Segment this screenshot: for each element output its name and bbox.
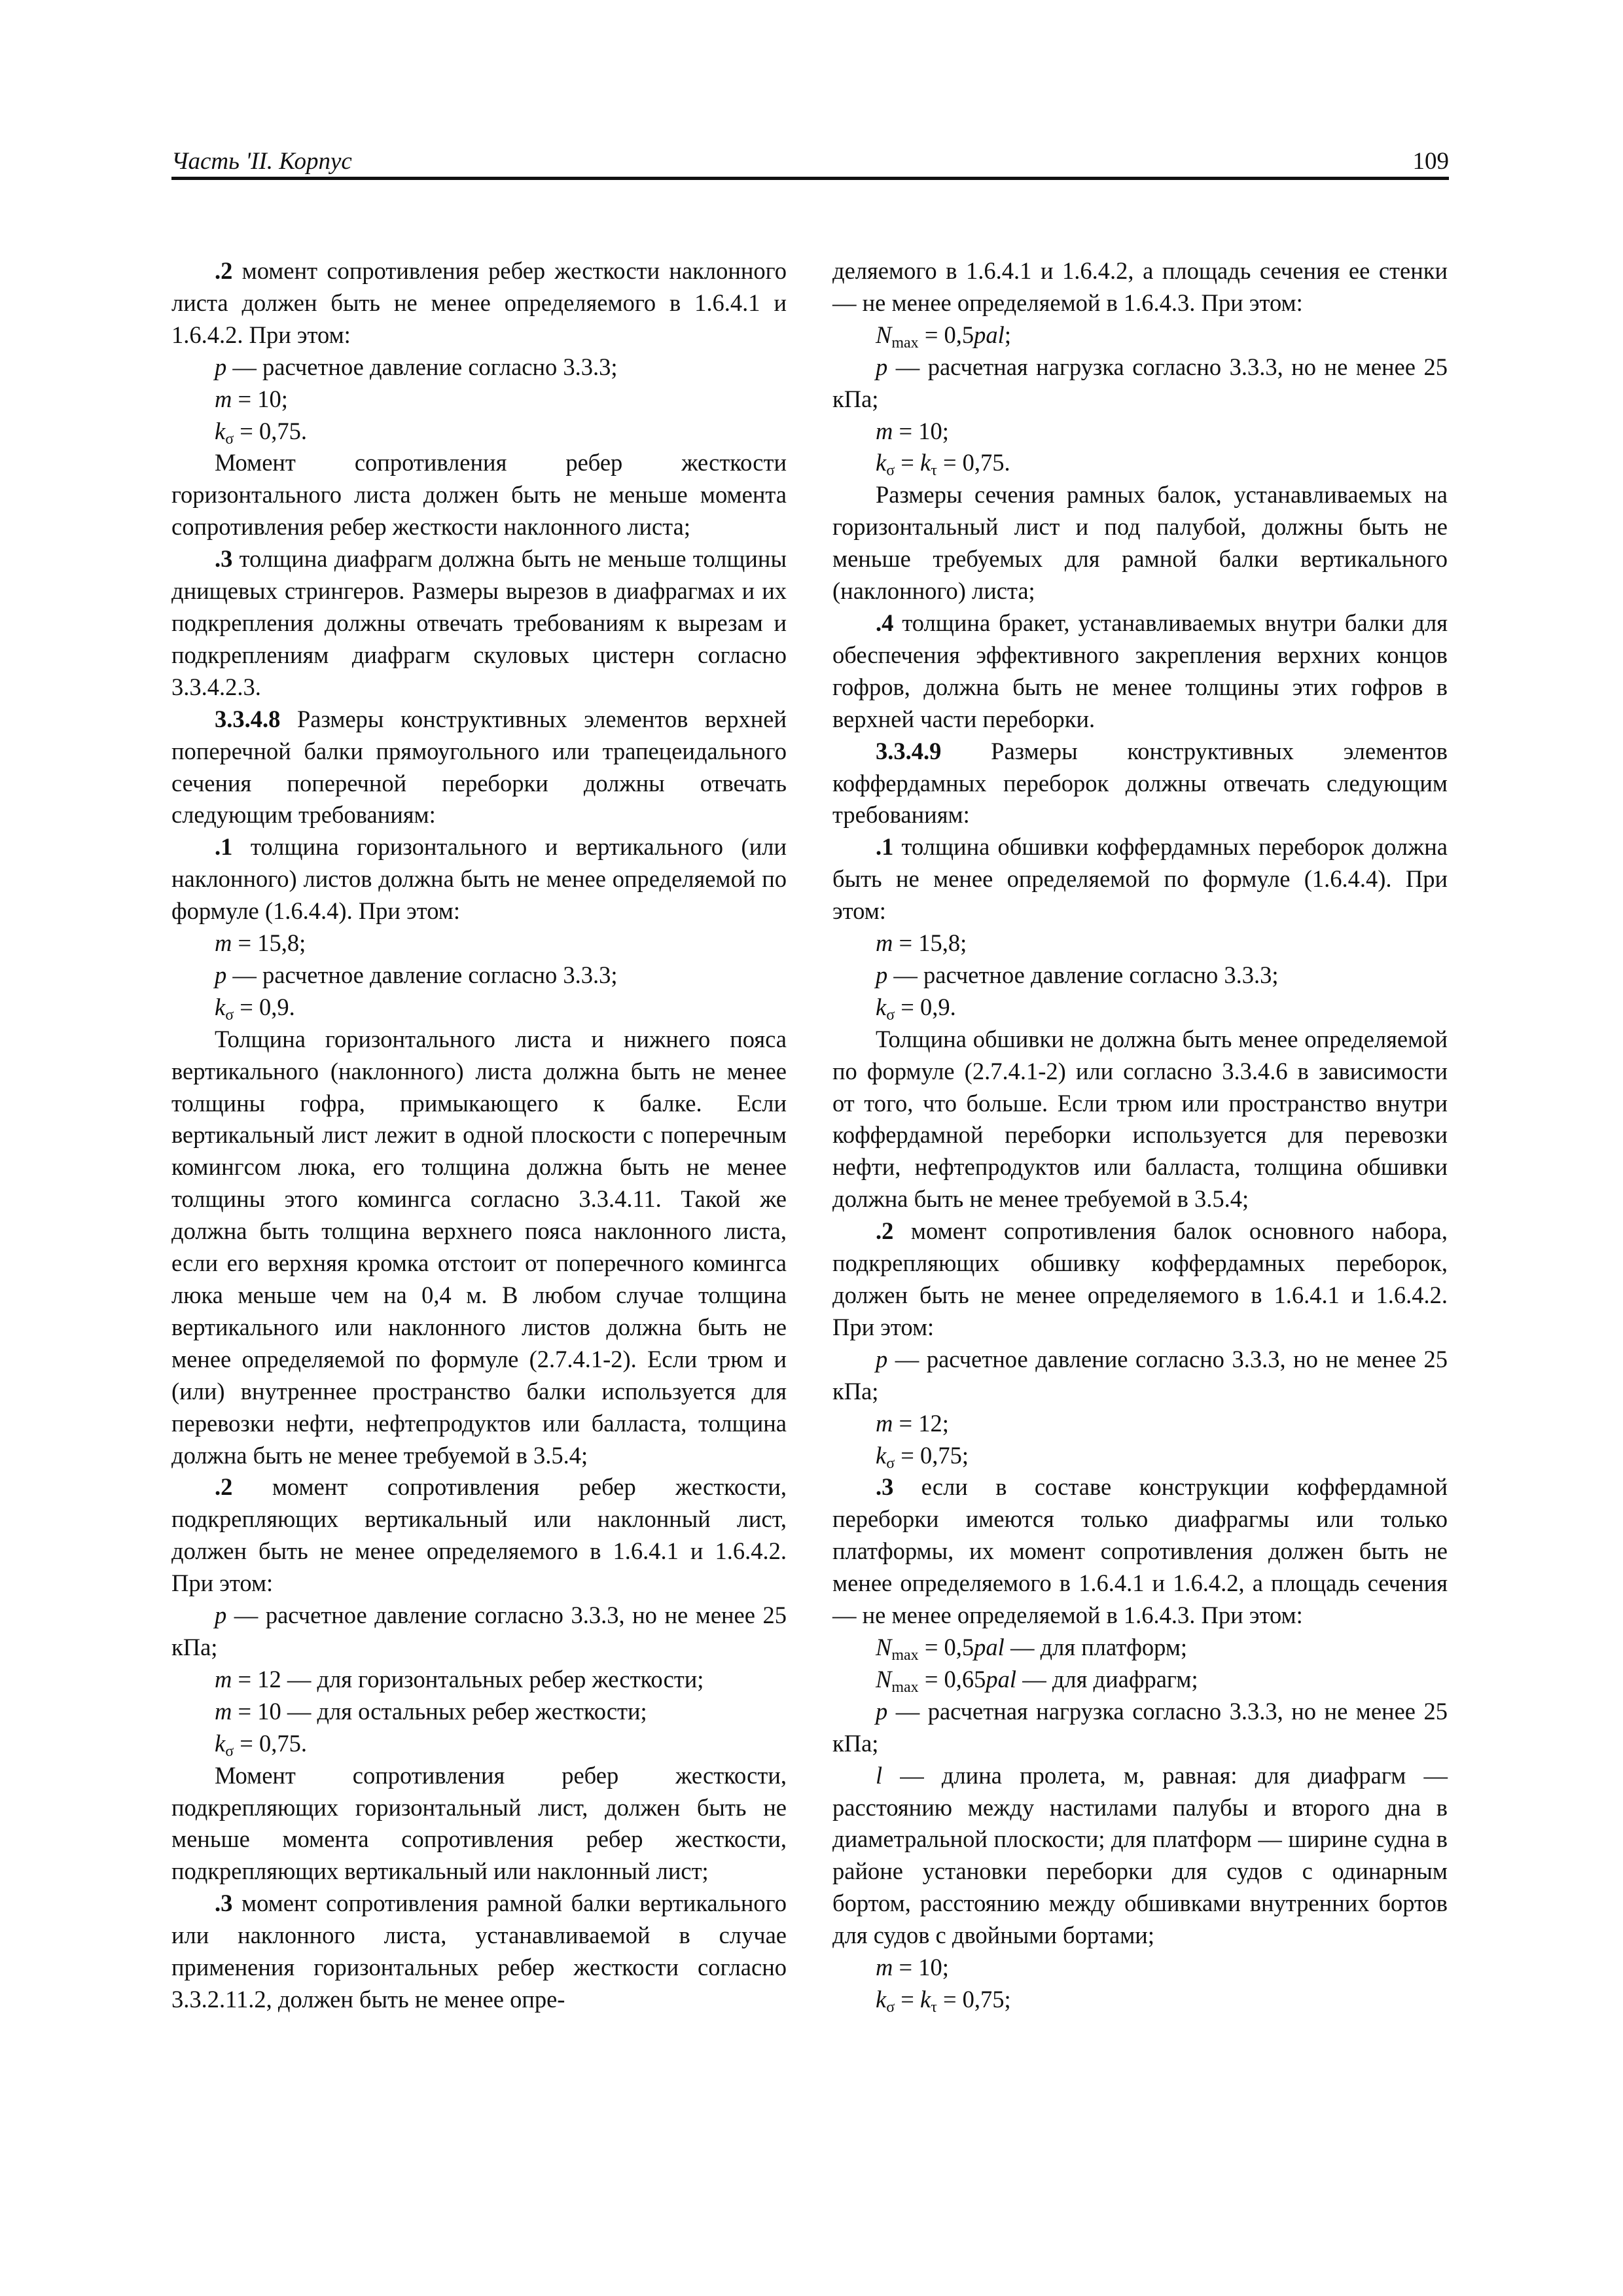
paragraph-text: — расчетное давление согласно 3.3.3; xyxy=(226,961,618,988)
formula-line xyxy=(171,992,787,1024)
paragraph-text: Момент сопротивления ребер жесткости, подкрепляющих горизонтальный лист, должен быть не меньше момента сопротивления ребер жесткости, подкрепляющих вертикальный или наклонный лист; xyxy=(171,1761,787,1885)
formula-subscript: σ xyxy=(225,430,234,448)
formula-variable: m xyxy=(876,417,893,444)
paragraph-text: = 0,5 xyxy=(918,321,974,348)
paragraph xyxy=(171,1471,787,1600)
paragraph-text: = 10 — для остальных ребер жесткости; xyxy=(232,1697,647,1725)
paragraph-text: = 15,8; xyxy=(893,929,967,957)
paragraph-text: = 0,9. xyxy=(234,993,295,1020)
formula-line xyxy=(171,1728,787,1760)
paragraph xyxy=(171,1024,787,1472)
formula-variable: p xyxy=(876,1697,888,1725)
paragraph-text: = xyxy=(895,1985,920,2013)
formula-variable: m xyxy=(876,929,893,957)
formula-variable: p xyxy=(215,1602,227,1629)
formula-variable: m xyxy=(215,1665,232,1693)
paragraph-text: = 0,75; xyxy=(936,1985,1011,2013)
item-number: 3.3.4.8 xyxy=(215,705,281,732)
formula-line xyxy=(171,960,787,992)
formula-variable: m xyxy=(876,1954,893,1981)
right-column xyxy=(832,255,1448,2016)
formula-subscript: σ xyxy=(886,462,895,480)
paragraph-text: деляемого в 1.6.4.1 и 1.6.4.2, а площадь сечения ее стенки — не менее определяемой в 1.6.4.3. При этом: xyxy=(832,257,1448,316)
paragraph xyxy=(832,1760,1448,1952)
formula-line xyxy=(171,927,787,960)
paragraph-text: Толщина горизонтального листа и нижнего пояса вертикального (наклонного) листа должна быть не менее толщины гофра, примыкающего к балке. Если вертикальный лист лежит в одной плоскости с поперечным комингсом люка, его толщина должна быть не менее толщины этого комингса согласно 3.3.4.11. Такой же должна быть толщина верхнего пояса наклонного листа, если его верхняя кромка отстоит от поперечного комингса люка меньше чем на 0,4 м. В любом случае толщина вертикального или наклонного листов должна быть не менее определяемой по формуле (2.7.4.1-2). Если трюм и (или) внутреннее пространство балки используется для перевозки нефти, нефтепродуктов или балласта, толщина должна быть не менее требуемой в 3.5.4; xyxy=(171,1025,787,1469)
paragraph xyxy=(832,1024,1448,1215)
paragraph-text: ; xyxy=(1004,321,1011,348)
paragraph-text: = xyxy=(895,449,920,476)
item-number: 3.3.4.9 xyxy=(876,737,942,764)
formula-line xyxy=(832,1664,1448,1696)
formula-subscript: σ xyxy=(886,1998,895,2016)
paragraph-text: Момент сопротивления ребер жесткости горизонтального листа должен быть не меньше момента сопротивления ребер жесткости наклонного листа; xyxy=(171,449,787,541)
item-number: .4 xyxy=(876,609,894,636)
formula-variable: p xyxy=(215,961,227,988)
formula-line xyxy=(832,960,1448,992)
formula-variable: p xyxy=(215,353,227,380)
paragraph-text: толщина бракет, устанавливаемых внутри балки для обеспечения эффективного закрепления верхних концов гофров, должна быть не менее толщины этих гофров в верхней части переборки. xyxy=(832,609,1448,732)
formula-line xyxy=(832,416,1448,448)
formula-line xyxy=(832,447,1448,479)
paragraph-text: — расчетное давление согласно 3.3.3, но не менее 25 кПа; xyxy=(832,1345,1448,1405)
paragraph-text: если в составе конструкции коффердамной переборки имеются только диафрагмы или только платформы, их момент сопротивления должен быть не менее определяемого в 1.6.4.1 и 1.6.4.2, а площадь сечения — не менее определяемой в 1.6.4.3. При этом: xyxy=(832,1473,1448,1629)
paragraph-text: — расчетное давление согласно 3.3.3, но не менее 25 кПа; xyxy=(171,1602,787,1660)
formula-subscript: max xyxy=(891,1646,919,1664)
paragraph xyxy=(832,607,1448,736)
formula-variable: N xyxy=(876,1633,892,1660)
paragraph-text: — расчетная нагрузка согласно 3.3.3, но не менее 25 кПа; xyxy=(832,353,1448,412)
paragraph-text: — для диафрагм; xyxy=(1016,1665,1198,1693)
formula-variable: k xyxy=(919,1985,931,2013)
paragraph xyxy=(832,1696,1448,1760)
formula-variable: k xyxy=(215,993,226,1020)
paragraph xyxy=(171,543,787,704)
formula-subscript: σ xyxy=(225,1006,234,1024)
paragraph-text: = 0,75; xyxy=(895,1441,969,1469)
item-number: .1 xyxy=(876,833,894,861)
paragraph xyxy=(171,831,787,927)
formula-variable: p xyxy=(876,1345,888,1372)
formula-variable: N xyxy=(876,321,892,348)
formula-variable: k xyxy=(876,449,887,476)
formula-subscript: max xyxy=(891,334,919,351)
paragraph xyxy=(171,1600,787,1664)
paragraph-text: = 0,75. xyxy=(234,417,307,444)
item-number: .2 xyxy=(215,1473,233,1501)
paragraph-text: = 0,75. xyxy=(234,1729,307,1757)
formula-variable: k xyxy=(876,993,887,1020)
formula-variable: k xyxy=(876,1985,887,2013)
paragraph-text: — расчетная нагрузка согласно 3.3.3, но не менее 25 кПа; xyxy=(832,1697,1448,1757)
paragraph-text: момент сопротивления рамной балки вертикального или наклонного листа, устанавливаемой в случае применения горизонтальных ребер жесткости согласно 3.3.2.11.2, должен быть не менее опре- xyxy=(171,1890,787,2013)
paragraph-text: момент сопротивления балок основного набора, подкрепляющих обшивку коффердамных переборок, должен быть не менее определяемого в 1.6.4.1 и 1.6.4.2. При этом: xyxy=(832,1217,1448,1340)
paragraph-text: = 10; xyxy=(893,417,949,444)
formula-variable: pal xyxy=(986,1665,1017,1693)
paragraph-text: = 12 — для горизонтальных ребер жесткости; xyxy=(232,1665,704,1693)
item-number: .2 xyxy=(215,257,233,284)
paragraph xyxy=(832,736,1448,832)
formula-subscript: max xyxy=(891,1678,919,1696)
formula-variable: pal xyxy=(974,321,1005,348)
paragraph xyxy=(832,479,1448,607)
paragraph-text: момент сопротивления ребер жесткости наклонного листа должен быть не менее определяемого в 1.6.4.1 и 1.6.4.2. При этом: xyxy=(171,257,787,348)
formula-line xyxy=(171,1696,787,1728)
formula-variable: p xyxy=(876,961,888,988)
formula-line xyxy=(832,927,1448,960)
paragraph-text: Размеры сечения рамных балок, устанавливаемых на горизонтальный лист и под палубой, должны быть не меньше требуемых для рамной балки вертикального (наклонного) листа; xyxy=(832,481,1448,605)
paragraph-text: толщина горизонтального и вертикального (или наклонного) листов должна быть не менее определяемой по формуле (1.6.4.4). При этом: xyxy=(171,833,787,925)
item-number: .3 xyxy=(215,545,233,573)
formula-subscript: σ xyxy=(886,1006,895,1024)
formula-subscript: τ xyxy=(931,462,937,480)
paragraph-text: Размеры конструктивных элементов верхней поперечной балки прямоугольного или трапецеидального сечения поперечной переборки должны отвечать следующим требованиям: xyxy=(171,705,787,829)
paragraph xyxy=(171,255,787,351)
paragraph-text: = 0,9. xyxy=(895,993,956,1020)
formula-line xyxy=(832,1632,1448,1664)
paragraph xyxy=(171,704,787,832)
paragraph xyxy=(832,1344,1448,1408)
paragraph-text: = 12; xyxy=(893,1409,949,1437)
paragraph-text: = 15,8; xyxy=(232,929,306,957)
formula-line xyxy=(171,416,787,448)
paragraph xyxy=(832,255,1448,319)
formula-line xyxy=(832,319,1448,351)
paragraph xyxy=(171,447,787,543)
formula-variable: N xyxy=(876,1665,892,1693)
paragraph-text: — расчетное давление согласно 3.3.3; xyxy=(887,961,1279,988)
paragraph xyxy=(832,1471,1448,1632)
paragraph xyxy=(171,1888,787,2016)
page-header xyxy=(171,143,1449,180)
formula-variable: m xyxy=(876,1409,893,1437)
left-column xyxy=(171,255,787,2016)
formula-variable: k xyxy=(876,1441,887,1469)
paragraph-text: — длина пролета, м, равная: для диафрагм — расстоянию между настилами палубы и второго дна в диаметральной плоскости; для платформ — ширине судна в районе установки переборки для судов с одинарным бортом, расстоянию между обшивками внутренних бортов для судов с двойными бортами; xyxy=(832,1761,1448,1949)
formula-line xyxy=(832,1952,1448,1984)
paragraph-text: толщина обшивки коффердамных переборок должна быть не менее определяемой по формуле (1.6.4.4). При этом: xyxy=(832,833,1448,925)
formula-subscript: σ xyxy=(886,1454,895,1472)
paragraph-text: Размеры конструктивных элементов коффердамных переборок должны отвечать следующим требованиям: xyxy=(832,737,1448,829)
formula-line xyxy=(171,384,787,416)
paragraph xyxy=(832,831,1448,927)
formula-variable: p xyxy=(876,353,888,380)
paragraph-text: — для платформ; xyxy=(1004,1633,1188,1660)
formula-variable: m xyxy=(215,385,232,412)
item-number: .2 xyxy=(876,1217,894,1245)
formula-line xyxy=(832,1984,1448,2016)
formula-variable: pal xyxy=(974,1633,1005,1660)
paragraph-text: = 0,65 xyxy=(918,1665,986,1693)
formula-variable: k xyxy=(215,1729,226,1757)
formula-variable: l xyxy=(876,1761,883,1789)
paragraph-text: = 0,75. xyxy=(936,449,1010,476)
formula-variable: k xyxy=(215,417,226,444)
formula-line xyxy=(832,1408,1448,1440)
paragraph xyxy=(171,1760,787,1888)
formula-line xyxy=(171,1664,787,1696)
item-number: .1 xyxy=(215,833,233,861)
paragraph-text: — расчетное давление согласно 3.3.3; xyxy=(226,353,618,380)
paragraph xyxy=(832,1215,1448,1344)
formula-subscript: σ xyxy=(225,1742,234,1760)
page-number: 109 xyxy=(1412,148,1449,175)
formula-subscript: τ xyxy=(931,1998,937,2016)
formula-line xyxy=(171,351,787,384)
formula-variable: k xyxy=(919,449,931,476)
paragraph-text: толщина диафрагм должна быть не меньше толщины днищевых стрингеров. Размеры вырезов в диафрагмах и их подкрепления должны отвечать требованиям к вырезам и подкреплениям диафрагм скуловых цистерн согласно 3.3.4.2.3. xyxy=(171,545,787,700)
item-number: .3 xyxy=(876,1473,894,1501)
paragraph-text: = 10; xyxy=(232,385,288,412)
formula-variable: m xyxy=(215,929,232,957)
paragraph-text: = 0,5 xyxy=(918,1633,974,1660)
formula-variable: m xyxy=(215,1697,232,1725)
paragraph-text: Толщина обшивки не должна быть менее определяемой по формуле (2.7.4.1-2) или согласно 3.3.4.6 в зависимости от того, что больше. Если трюм или пространство внутри коффердамной переборки используется для перевозки нефти, нефтепродуктов или балласта, толщина обшивки должна быть не менее требуемой в 3.5.4; xyxy=(832,1025,1448,1213)
paragraph-text: = 10; xyxy=(893,1954,949,1981)
formula-line xyxy=(832,1440,1448,1472)
paragraph-text: момент сопротивления ребер жесткости, подкрепляющих вертикальный или наклонный лист, должен быть не менее определяемого в 1.6.4.1 и 1.6.4.2. При этом: xyxy=(171,1473,787,1597)
formula-line xyxy=(832,992,1448,1024)
paragraph xyxy=(832,351,1448,416)
running-title: Часть 'II. Корпус xyxy=(171,148,352,175)
item-number: .3 xyxy=(215,1890,233,1917)
